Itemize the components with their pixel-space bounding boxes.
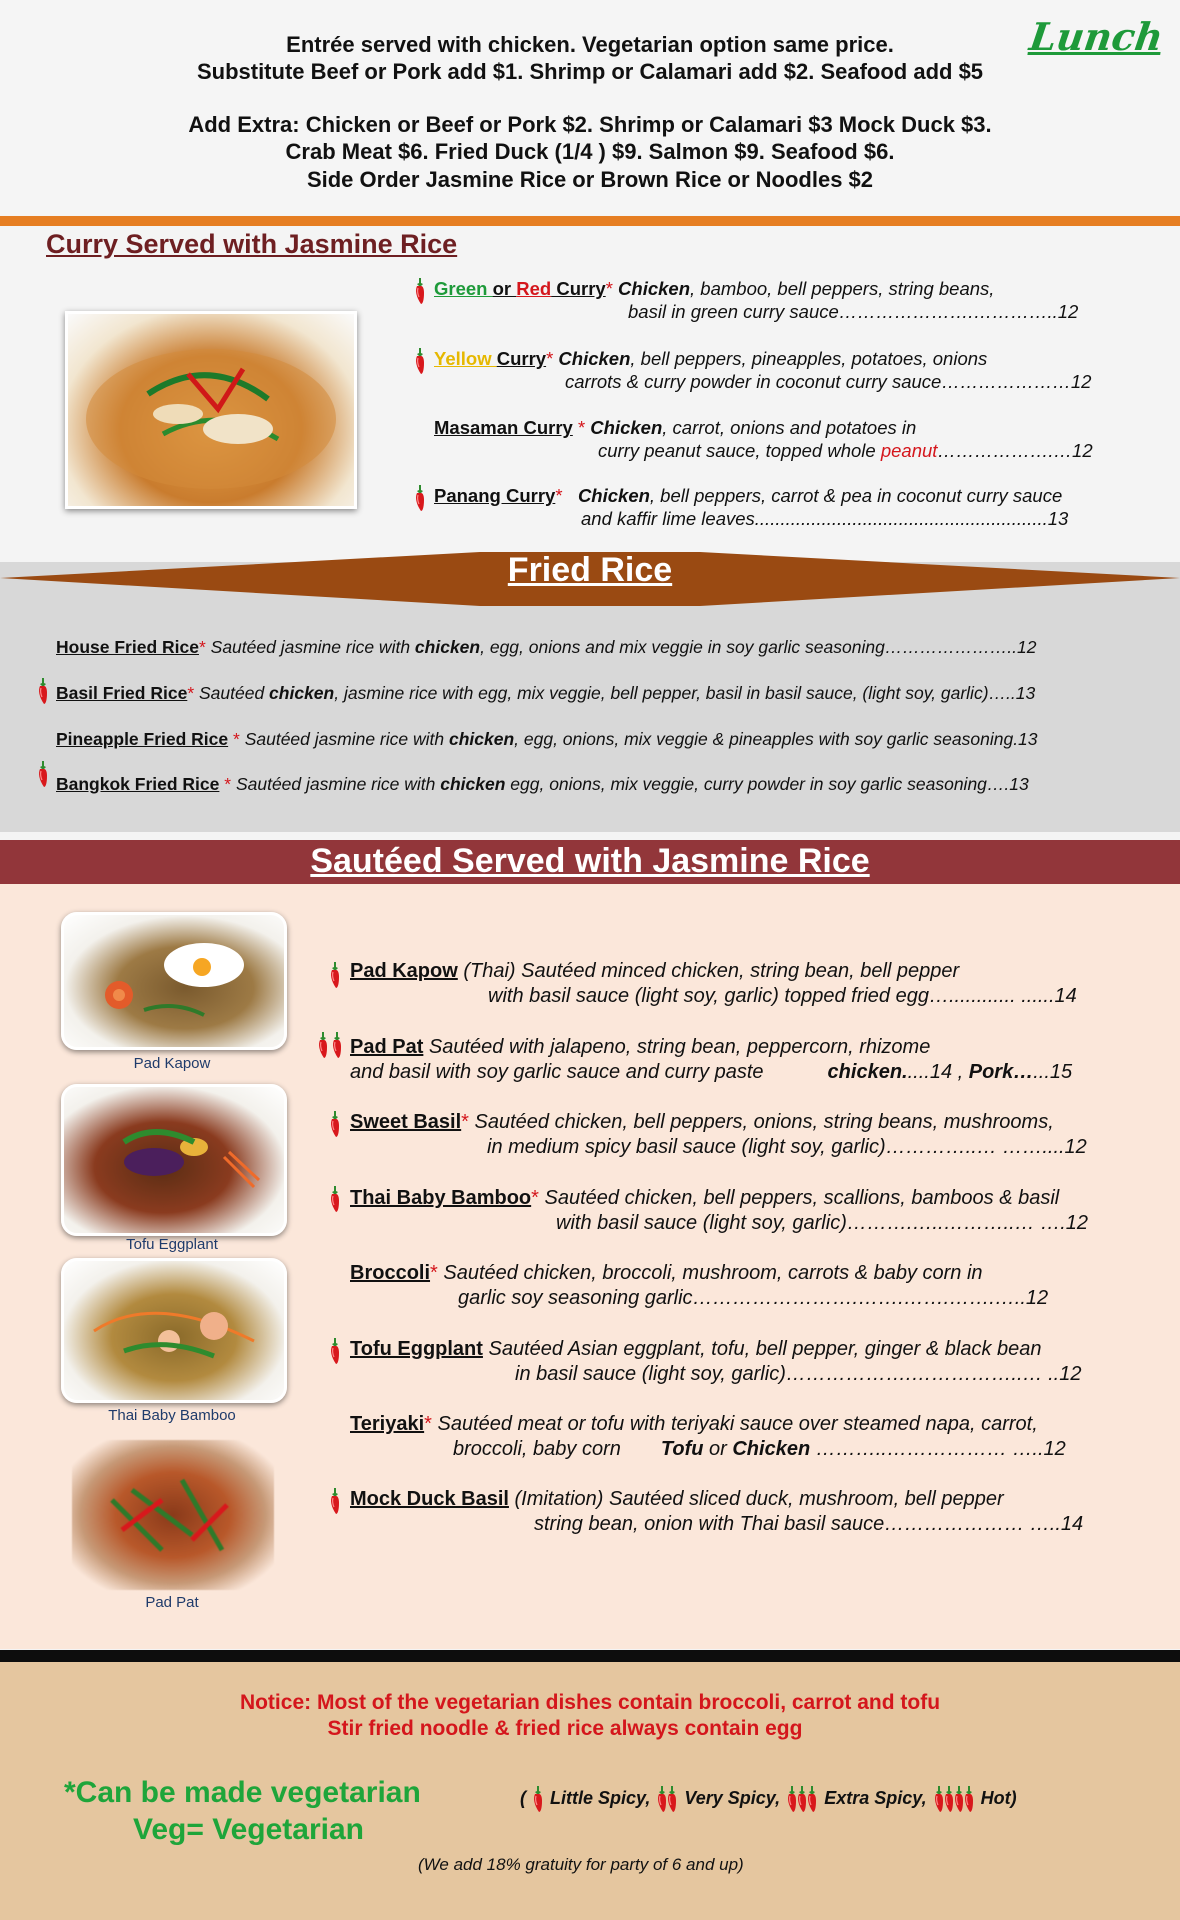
curry-name-curry: Curry (496, 348, 547, 369)
sauteed-item-pad-pat (350, 1035, 1130, 1085)
header-line-1: Entrée served with chicken. Vegetarian option same price. (286, 32, 894, 57)
chili-icon (413, 347, 427, 375)
notice-line-2: Stir fried noodle & fried rice always contain egg (327, 1717, 803, 1740)
item-name: Pad Kapow (350, 960, 458, 982)
sauteed-item-tofu-eggplant (350, 1337, 1130, 1387)
curry-name-red: Red (516, 278, 552, 299)
chili-icon (330, 1031, 344, 1059)
chili-icon (413, 484, 427, 512)
item-name: Mock Duck Basil (350, 1488, 509, 1510)
black-divider (0, 1650, 1180, 1662)
item-desc-2: in basil sauce (light soy, garlic)……………….……………..… ..12 (515, 1363, 1082, 1385)
item-desc: (Imitation) Sautéed sliced duck, mushroom, bell pepper (508, 1488, 1004, 1510)
item-name: Bangkok Fried Rice (56, 774, 220, 794)
photo-caption: Tofu Eggplant (126, 1236, 218, 1253)
chicken-label: Chicken (732, 1438, 811, 1460)
orange-divider (0, 216, 1180, 226)
item-name: Broccoli (350, 1262, 431, 1284)
veg-star: * (605, 278, 613, 299)
item-desc: Sautéed (194, 683, 270, 703)
curry-item-yellow (413, 347, 1113, 393)
tofu-eggplant-illustration (64, 1087, 284, 1233)
item-desc-2: and basil with soy garlic sauce and curry paste (350, 1061, 764, 1083)
header-line-5: Side Order Jasmine Rice or Brown Rice or Noodles $2 (306, 167, 874, 192)
curry-price: ……………….…12 (937, 440, 1093, 461)
fried-rice-item (56, 636, 1037, 658)
chili-icon (36, 760, 50, 788)
curry-item-masaman (413, 416, 1113, 462)
item-desc: (Thai) Sautéed minced chicken, string bean, bell pepper (457, 960, 960, 982)
header-line-2: Substitute Beef or Pork add $1. Shrimp or Calamari add $2. Seafood add $5 (196, 59, 984, 84)
legend-very-spicy: Very Spicy, (684, 1787, 781, 1808)
fried-rice-title: Fried Rice (507, 551, 673, 589)
curry-desc: , carrot, onions and potatoes in (662, 417, 917, 438)
curry-desc-2: and kaffir lime leaves.........................................................13 (581, 508, 1069, 529)
item-desc: Sautéed chicken, bell peppers, scallions, bamboos & basil (538, 1187, 1060, 1209)
item-desc: Sautéed chicken, bell peppers, onions, string beans, mushrooms, (468, 1111, 1054, 1133)
chili-icon (328, 961, 342, 989)
peanut-text: peanut (880, 440, 938, 461)
or-text: or (703, 1438, 733, 1460)
photo-caption: Thai Baby Bamboo (108, 1407, 236, 1424)
curry-desc: , bamboo, bell peppers, string beans, (690, 278, 995, 299)
item-name: Tofu Eggplant (350, 1338, 483, 1360)
item-desc: Sautéed jasmine rice with (231, 774, 441, 794)
chili-icon (328, 1185, 342, 1213)
price: ………..……………… …..12 (810, 1438, 1066, 1460)
curry-desc-2: basil in green curry sauce………………….…………..12 (628, 301, 1079, 322)
fried-rice-item (56, 773, 1029, 795)
photo-caption: Pad Kapow (133, 1055, 211, 1072)
veg-star: * (430, 1262, 438, 1284)
sauteed-item-mock-duck-basil (350, 1487, 1130, 1537)
item-desc-2: in medium spicy basil sauce (light soy, garlic)…………..… ……....12 (487, 1136, 1087, 1158)
sauteed-item-pad-kapow (350, 959, 1130, 1009)
chili-icon (531, 1785, 545, 1813)
fried-rice-item (56, 728, 1038, 750)
protein: Chicken (618, 278, 691, 299)
curry-dish-illustration (68, 314, 354, 506)
legend-extra-spicy: Extra Spicy, (824, 1787, 927, 1808)
veg-star: * (187, 683, 195, 703)
legend-hot: Hot) (980, 1787, 1017, 1808)
curry-name-masaman: Masaman Curry (434, 417, 573, 438)
item-desc-2: garlic soy seasoning garlic…………………….…….…….…….…..12 (458, 1287, 1049, 1309)
sauteed-section-title: Sautéed Served with Jasmine Rice (310, 842, 870, 880)
gratuity-note: (We add 18% gratuity for party of 6 and up) (418, 1855, 744, 1874)
item-desc: Sautéed with jalapeno, string bean, peppercorn, rhizome (423, 1036, 931, 1058)
header-line-4: Crab Meat $6. Fried Duck (1/4 ) $9. Salmon $9. Seafood $6. (285, 139, 895, 164)
chili-icon (316, 1031, 330, 1059)
item-name: Teriyaki (350, 1413, 425, 1435)
item-desc: , egg, onions and mix veggie in soy garlic seasoning…………………..12 (480, 637, 1037, 657)
curry-photo (65, 311, 357, 509)
curry-section-title: Curry Served with Jasmine Rice (46, 229, 458, 259)
fried-rice-item (56, 682, 1035, 704)
protein: Chicken (577, 485, 650, 506)
veg-star: * (572, 417, 586, 438)
veg-star: * (198, 637, 206, 657)
sauteed-item-sweet-basil (350, 1110, 1130, 1160)
photo-caption: Pad Pat (145, 1594, 199, 1611)
chili-icon (665, 1785, 679, 1813)
item-desc: egg, onions, mix veggie, curry powder in soy garlic seasoning….13 (505, 774, 1029, 794)
sauteed-item-teriyaki (350, 1412, 1130, 1462)
legend-paren: ( (520, 1787, 526, 1808)
sauteed-item-broccoli (350, 1261, 1130, 1311)
veg-star: * (546, 348, 554, 369)
notice-line-1: Notice: Most of the vegetarian dishes contain broccoli, carrot and tofu (239, 1691, 941, 1714)
curry-desc: , bell peppers, pineapples, potatoes, onions (630, 348, 988, 369)
chili-icon (413, 277, 427, 305)
veg-star: * (555, 485, 563, 506)
veg-star: * (424, 1413, 432, 1435)
curry-name-yellow: Yellow (434, 348, 497, 369)
chili-icon (328, 1487, 342, 1515)
item-desc: Sautéed Asian eggplant, tofu, bell pepper, ginger & black bean (482, 1338, 1042, 1360)
curry-desc: , bell peppers, carrot & pea in coconut curry sauce (649, 485, 1063, 506)
veg-star: * (531, 1187, 539, 1209)
pad-kapow-illustration (64, 915, 284, 1047)
item-desc-2: with basil sauce (light soy, garlic) topped fried egg…............ ......14 (488, 985, 1077, 1007)
item-name: Pad Pat (350, 1036, 424, 1058)
curry-name-green: Green (434, 278, 493, 299)
tofu-label: Tofu (660, 1438, 704, 1460)
pork-price-label: Pork… (968, 1061, 1034, 1083)
protein: chicken (414, 637, 481, 657)
protein: chicken (269, 683, 335, 703)
protein: chicken (440, 774, 506, 794)
item-desc: Sautéed chicken, broccoli, mushroom, carrots & baby corn in (437, 1262, 983, 1284)
chicken-price-label: chicken. (827, 1061, 908, 1083)
curry-desc-2: carrots & curry powder in coconut curry sauce…………………12 (565, 371, 1092, 392)
veg-star: * (461, 1111, 469, 1133)
chili-icon (962, 1785, 976, 1813)
item-name: Pineapple Fried Rice (56, 729, 229, 749)
pad-pat-illustration (72, 1440, 274, 1590)
item-desc-2: broccoli, baby corn (453, 1438, 621, 1460)
item-desc: , egg, onions, mix veggie & pineapples with soy garlic seasoning.13 (514, 729, 1038, 749)
vegetarian-note: *Can be made vegetarian (64, 1776, 421, 1809)
thai-baby-bamboo-illustration (64, 1261, 284, 1400)
price: ...15 (1033, 1061, 1073, 1083)
legend-little-spicy: Little Spicy, (550, 1787, 651, 1808)
item-desc-2: with basil sauce (light soy, garlic)……….…..………..… ….12 (556, 1212, 1088, 1234)
spice-legend (520, 1785, 1017, 1815)
veg-star: * (228, 729, 240, 749)
item-desc: Sautéed meat or tofu with teriyaki sauce over steamed napa, carrot, (431, 1413, 1038, 1435)
item-name: Sweet Basil (350, 1111, 462, 1133)
item-name: Thai Baby Bamboo (350, 1187, 532, 1209)
chili-icon (328, 1337, 342, 1365)
item-desc: Sautéed jasmine rice with (205, 637, 415, 657)
item-desc-2: string bean, onion with Thai basil sauce………………… …..14 (534, 1513, 1084, 1535)
item-name: House Fried Rice (56, 637, 199, 657)
pad-pat-photo (72, 1440, 274, 1590)
tofu-eggplant-photo (61, 1084, 287, 1236)
item-desc: , jasmine rice with egg, mix veggie, bell pepper, basil in basil sauce, (light soy, garlic)…..13 (334, 683, 1036, 703)
item-desc: Sautéed jasmine rice with (239, 729, 449, 749)
curry-name-curry: Curry (551, 278, 606, 299)
curry-desc-2: curry peanut sauce, topped whole (598, 440, 881, 461)
chili-icon (36, 677, 50, 705)
price: ....14 , (907, 1061, 969, 1083)
chili-icon (328, 1110, 342, 1138)
lunch-badge: Lunch (1026, 14, 1166, 59)
chili-icon (805, 1785, 819, 1813)
sauteed-item-thai-baby-bamboo (350, 1186, 1130, 1236)
curry-item-panang (413, 484, 1113, 530)
protein: Chicken (558, 348, 631, 369)
curry-item-green-red (413, 277, 1113, 323)
header-line-3: Add Extra: Chicken or Beef or Pork $2. Shrimp or Calamari $3 Mock Duck $3. (188, 112, 992, 137)
veg-legend: Veg= Vegetarian (133, 1813, 364, 1846)
curry-name-panang: Panang Curry (434, 485, 556, 506)
pad-kapow-photo (61, 912, 287, 1050)
veg-star: * (219, 774, 232, 794)
protein: chicken (448, 729, 515, 749)
thai-baby-bamboo-photo (61, 1258, 287, 1403)
curry-name-or: or (492, 278, 517, 299)
protein: Chicken (590, 417, 663, 438)
item-name: Basil Fried Rice (56, 683, 188, 703)
